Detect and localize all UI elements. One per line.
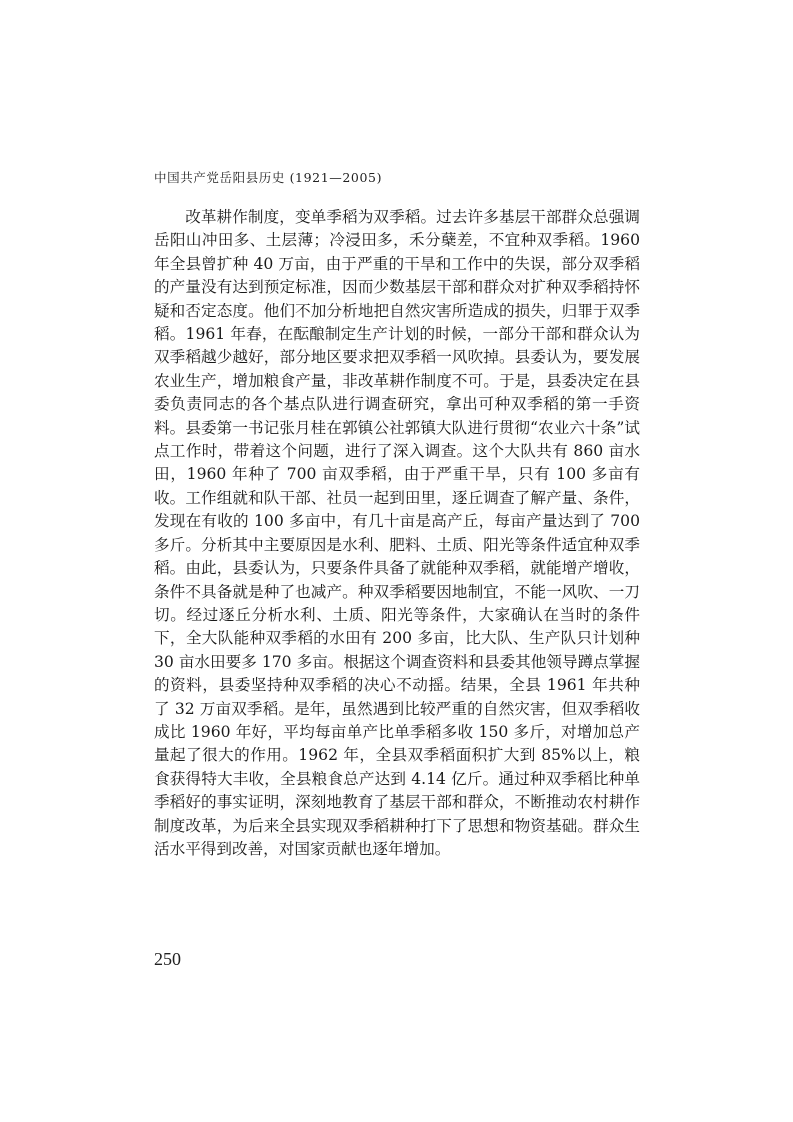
body-paragraph: 改革耕作制度，变单季稻为双季稻。过去许多基层干部群众总强调岳阳山冲田多、土层薄；冷浸田多，禾分蘖差，不宜种双季稻。1960 年全县曾扩种 40 万亩，由于严重的干旱和工作中的失误，部分双季稻的产量没有达到预定标准，因而少数基层干部和群众对扩种双季稻持怀疑和否定态度。他们不加分析地把自然灾害所造成的损失，归罪于双季稻。1961 年春，在酝酿制定生产计划的时候，一部分干部和群众认为双季稻越少越好，部分地区要求把双季稻一风吹掉。县委认为，要发展农业生产，增加粮食产量，非改革耕作制度不可。于是，县委决定在县委负责同志的各个基点队进行调查研究，拿出可种双季稻的第一手资料。县委第一书记张月桂在郭镇公社郭镇大队进行贯彻“农业六十条”试点工作时，带着这个问题，进行了深入调查。这个大队共有 860 亩水田，1960 年种了 700 亩双季稻，由于严重干旱，只有 100 多亩有收。工作组就和队干部、社员一起到田里，逐丘调查了解产量、条件，发现在有收的 100 多亩中，有几十亩是高产丘，每亩产量达到了 700 多斤。分析其中主要原因是水利、肥料、土质、阳光等条件适宜种双季稻。由此，县委认为，只要条件具备了就能种双季稻，就能增产增收，条件不具备就是种了也减产。种双季稻要因地制宜，不能一风吹、一刀切。经过逐丘分析水利、土质、阳光等条件，大家确认在当时的条件下，全大队能种双季稻的水田有 200 多亩，比大队、生产队只计划种 30 亩水田要多 170 多亩。根据这个调查资料和县委其他领导蹲点掌握的资料，县委坚持种双季稻的决心不动摇。结果，全县 1961 年共种了 32 万亩双季稻。是年，虽然遇到比较严重的自然灾害，但双季稻收成比 1960 年好，平均每亩单产比单季稻多收 150 多斤，对增加总产量起了很大的作用。1962 年，全县双季稻面积扩大到 85%以上，粮食获得特大丰收，全县粮食总产达到 4.14 亿斤。通过种双季稻比种单季稻好的事实证明，深刻地教育了基层干部和群众，不断推动农村耕作制度改革，为后来全县实现双季稻耕种打下了思想和物资基础。群众生活水平得到改善，对国家贡献也逐年增加。: [154, 208, 640, 858]
page-number: 250: [154, 949, 181, 969]
running-header: 中国共产党岳阳县历史 (1921—2005): [154, 170, 383, 185]
